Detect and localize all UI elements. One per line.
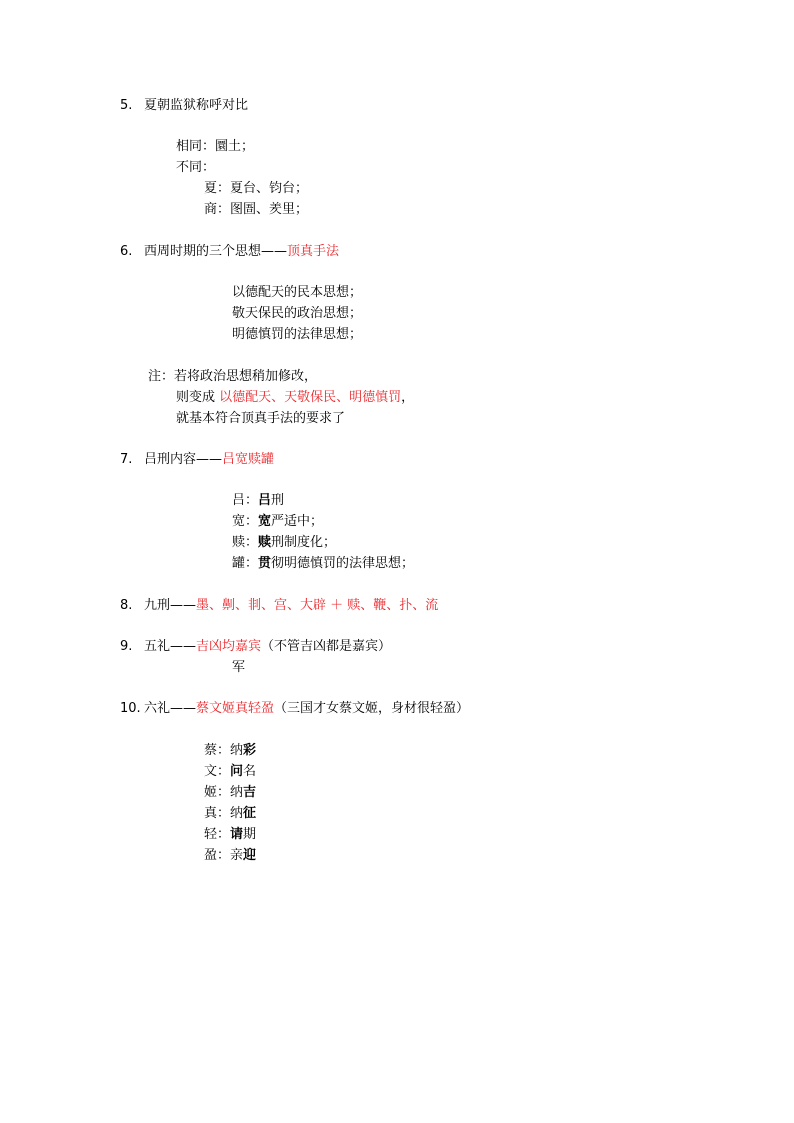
- section-title: 夏朝监狱称呼对比: [144, 98, 249, 113]
- list-item: [204, 847, 256, 865]
- section-7-heading: [120, 451, 274, 469]
- list-item: [204, 742, 256, 760]
- note-line: 就基本符合顶真手法的要求了: [176, 411, 346, 426]
- item-key: 贯: [258, 556, 272, 571]
- item-rest: 刑制度化；: [271, 535, 337, 550]
- list-item: [204, 805, 256, 823]
- section-number: 5.: [120, 98, 133, 113]
- section-10-heading: [120, 700, 469, 718]
- list-item: [232, 534, 336, 552]
- section-note: （不管吉凶都是嘉宾）: [261, 639, 392, 654]
- item-key: 宽: [258, 514, 272, 529]
- section-6-heading: [120, 243, 339, 261]
- item-prefix: 罐：: [232, 556, 259, 571]
- list-item: 不同：: [176, 160, 216, 175]
- note-line: 注：若将政治思想稍加修改，: [148, 369, 318, 384]
- item-prefix: 姬：纳: [204, 785, 244, 800]
- item-rest: 彻明德慎罚的法律思想；: [271, 556, 415, 571]
- section-number: 7.: [120, 452, 133, 467]
- note-text: ，: [401, 390, 415, 405]
- item-key: 彩: [243, 743, 257, 758]
- item-rest: 刑: [271, 493, 285, 508]
- item-prefix: 蔡：纳: [204, 743, 244, 758]
- list-item: [232, 555, 414, 573]
- section-number: 6.: [120, 244, 133, 259]
- item-prefix: 盈：亲: [204, 848, 244, 863]
- list-item: [204, 826, 256, 844]
- item-prefix: 文：: [204, 764, 231, 779]
- item-rest: 严适中；: [271, 514, 324, 529]
- note-line: [176, 389, 414, 407]
- list-item: [232, 513, 323, 531]
- list-item: [204, 763, 256, 781]
- item-prefix: 宽：: [232, 514, 259, 529]
- item-key: 征: [243, 806, 257, 821]
- list-item: [204, 784, 256, 802]
- section-number: 8.: [120, 598, 133, 613]
- item-key: 赎: [258, 535, 272, 550]
- section-title: 吕刑内容——: [144, 452, 223, 467]
- section-9-heading: [120, 638, 391, 656]
- item-key: 吉: [243, 785, 257, 800]
- item-rest: 名: [243, 764, 257, 779]
- item-prefix: 赎：: [232, 535, 259, 550]
- item-key: 问: [230, 764, 244, 779]
- note-highlight: 以德配天、天敬保民、明德慎罚: [219, 390, 402, 405]
- note-text: 则变成: [176, 390, 220, 405]
- list-item: 军: [232, 660, 246, 675]
- section-number: 10.: [120, 701, 141, 716]
- list-item: [232, 492, 284, 510]
- item-key: 吕: [258, 493, 272, 508]
- section-title: 五礼——: [144, 639, 197, 654]
- section-number: 9.: [120, 639, 133, 654]
- item-key: 迎: [243, 848, 257, 863]
- item-rest: 期: [243, 827, 257, 842]
- item-prefix: 轻：: [204, 827, 231, 842]
- list-item: 以德配天的民本思想；: [232, 285, 363, 300]
- section-8-heading: [120, 597, 438, 615]
- list-item: 夏：夏台、钧台；: [204, 181, 309, 196]
- list-item: 明德慎罚的法律思想；: [232, 327, 363, 342]
- section-title-highlight: 墨、劓、剕、宫、大辟 ＋ 赎、鞭、扑、流: [196, 598, 439, 613]
- section-title-highlight: 顶真手法: [287, 244, 340, 259]
- section-5-heading: [120, 97, 248, 115]
- list-item: 商：图圄、羑里；: [204, 202, 309, 217]
- section-title-highlight: 吉凶均嘉宾: [196, 639, 262, 654]
- section-title-highlight: 吕宽赎罐: [222, 452, 275, 467]
- section-title: 九刑——: [144, 598, 197, 613]
- section-title: 六礼——: [144, 701, 197, 716]
- list-item: 敬天保民的政治思想；: [232, 306, 363, 321]
- section-note: （三国才女蔡文姬，身材很轻盈）: [274, 701, 470, 716]
- section-title: 西周时期的三个思想——: [144, 244, 288, 259]
- item-prefix: 真：纳: [204, 806, 244, 821]
- section-title-highlight: 蔡文姬真轻盈: [196, 701, 275, 716]
- item-prefix: 吕：: [232, 493, 259, 508]
- item-key: 请: [230, 827, 244, 842]
- list-item: 相同：圜土；: [176, 139, 255, 154]
